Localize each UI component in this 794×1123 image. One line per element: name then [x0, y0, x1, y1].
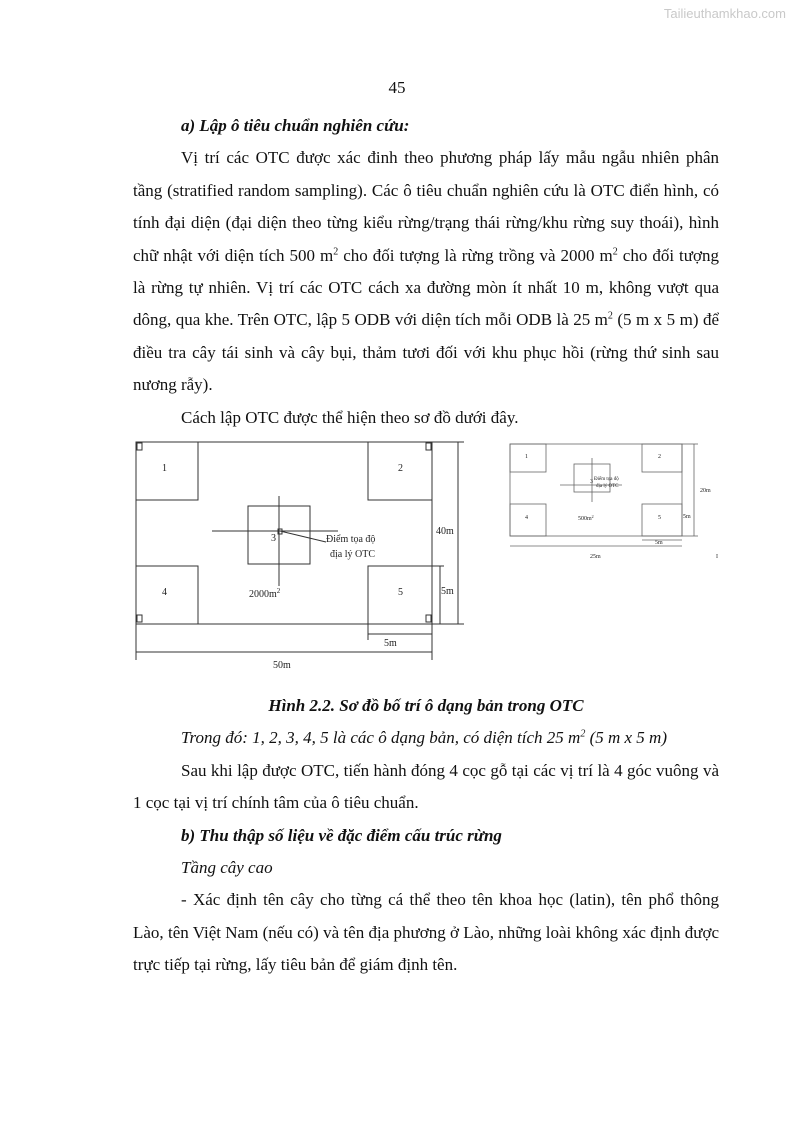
paragraph-after-figure: Sau khi lập được OTC, tiến hành đóng 4 cọc gỗ tại các vị trí là 4 góc vuông và 1 cọc tại vị trí chính tâm của ô tiêu chuẩn. [133, 760, 719, 813]
svg-text:500m2: $500m^2$ [578, 514, 594, 522]
section-a-paragraph-2: Cách lập OTC được thể hiện theo sơ đồ dưới đây. [181, 407, 519, 427]
area-label-large: $2000m^2$ [249, 587, 281, 600]
section-b-paragraph-1: - Xác định tên cây cho từng cá thể theo tên khoa học (latin), tên phổ thông Lào, tên Việt Nam (nếu có) và tên địa phương ở Lào, những loài không xác định được trực tiếp tại rừng, lấy tiêu bản để giám định tên. [133, 890, 719, 975]
center-point-label-2: địa lý OTC [330, 549, 375, 560]
svg-text:2: 2 [658, 454, 661, 460]
svg-text:1: 1 [525, 454, 528, 460]
svg-text:25m: 25m [590, 554, 601, 560]
svg-text:địa lý OTC: địa lý OTC [596, 484, 619, 489]
section-a-heading: a) Lập ô tiêu chuẩn nghiên cứu: [181, 116, 410, 135]
svg-text:5: 5 [658, 515, 661, 521]
section-a-paragraph-1: Vị trí các OTC được xác đinh theo phương pháp lấy mẫu ngẫu nhiên phân tầng (stratified random sampling). Các ô tiêu chuẩn nghiên cứu là OTC điển hình, có tính đại diện (đại diện theo từng kiểu rừng/trạng thái rừng/khu rừng suy thoái), hình chữ nhật với diện tích 500 $m^2$ cho đối tượng là rừng trồng và 2000 $m^2$ cho đối tượng là rừng tự nhiên. Vị trí các OTC cách xa đường mòn ít nhất 10 m, không vượt qua dông, qua khe. Trên OTC, lập 5 ODB với diện tích mỗi ODB là 25 $m^2$ (5 m x 5 m) để điều tra cây tái sinh và cây bụi, thảm tươi đối với khu phục hồi (rừng thứ sinh sau nương rẫy). [133, 148, 719, 395]
svg-text:Điểm tọa độ: Điểm tọa độ [594, 477, 619, 482]
subplot-label-2: 2 [398, 463, 403, 474]
svg-text:3: 3 [590, 479, 593, 485]
figure-and-section-b [133, 690, 719, 982]
page-number: 45 [388, 78, 406, 97]
subplot-label-1: 1 [162, 463, 167, 474]
watermark: Tailieuthamkhao.com [663, 6, 786, 21]
svg-text:20m: 20m [700, 488, 711, 494]
width-label-large: 50m [273, 660, 291, 671]
section-a [133, 110, 719, 434]
section-b-heading: b) Thu thập số liệu về đặc điểm cấu trúc rừng [181, 825, 502, 845]
otc-boundary-large [136, 442, 432, 624]
svg-text:4: 4 [525, 515, 528, 521]
center-point-label: Điểm tọa độ [326, 534, 376, 545]
figure-note: Trong đó: 1, 2, 3, 4, 5 là các ô dạng bản, có diện tích 25 $m^2$ (5 m x 5 m) [181, 728, 667, 748]
subplot-width-label: 5m [384, 638, 397, 649]
subplot-4-large [136, 566, 198, 624]
svg-text:5m: 5m [683, 514, 691, 520]
otc-diagram-small [500, 440, 725, 565]
height-label-large: 40m [436, 526, 454, 537]
otc-diagram-large [128, 438, 468, 673]
subplot-label-4: 4 [162, 587, 167, 598]
figure-caption: Hình 2.2. Sơ đồ bố trí ô dạng bản trong OTC [268, 696, 584, 715]
subplot-height-label: 5m [441, 586, 454, 597]
section-b-subheading: Tầng cây cao [181, 858, 273, 878]
subplot-label-5: 5 [398, 587, 403, 598]
otc-boundary-small [510, 444, 682, 536]
subplot-1-large [136, 442, 198, 500]
subplot-label-3: 3 [271, 533, 276, 544]
svg-text:5m: 5m [655, 540, 663, 546]
svg-text:I: I [716, 554, 718, 560]
